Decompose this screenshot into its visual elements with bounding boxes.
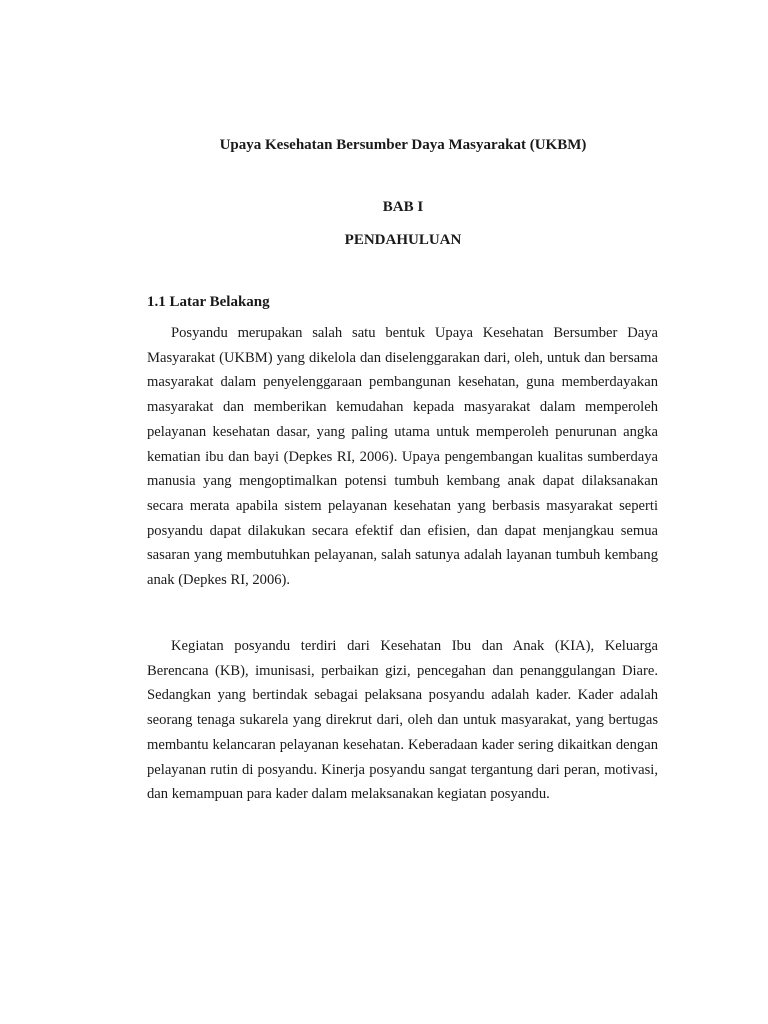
body-paragraph: Kegiatan posyandu terdiri dari Kesehatan Ibu dan Anak (KIA), Keluarga Berencana (KB), imunisasi, perbaikan gizi, pencegahan dan penanggulangan Diare. Sedangkan yang bertindak sebagai pelaksana posyandu adalah kader. Kader adalah seorang tenaga sukarela yang direkrut dari, oleh dan untuk masyarakat, yang bertugas membantu kelancaran pelayanan kesehatan. Keberadaan kader sering dikaitkan dengan pelayanan rutin di posyandu. Kinerja posyandu sangat tergantung dari peran, motivasi, dan kemampuan para kader dalam melaksanakan kegiatan posyandu. [147,638,658,803]
chapter-number: BAB I [382,199,424,215]
document-title: Upaya Kesehatan Bersumber Daya Masyarakat (UKBM) [219,137,587,153]
chapter-title: PENDAHULUAN [344,232,462,248]
section-heading: 1.1 Latar Belakang [147,294,270,310]
body-paragraph: Posyandu merupakan salah satu bentuk Upaya Kesehatan Bersumber Daya Masyarakat (UKBM) yang dikelola dan diselenggarakan dari, oleh, untuk dan bersama masyarakat dalam penyelenggaraan pembangunan kesehatan, guna memberdayakan masyarakat dan memberikan kemudahan kepada masyarakat dalam memperoleh pelayanan kesehatan dasar, yang paling utama untuk memperoleh penurunan angka kematian ibu dan bayi (Depkes RI, 2006). Upaya pengembangan kualitas sumberdaya manusia yang mengoptimalkan potensi tumbuh kembang anak dapat dilaksanakan secara merata apabila sistem pelayanan kesehatan yang berbasis masyarakat seperti posyandu dapat dilakukan secara efektif dan efisien, dan dapat menjangkau semua sasaran yang membutuhkan pelayanan, salah satunya adalah layanan tumbuh kembang anak (Depkes RI, 2006). [147,325,658,589]
